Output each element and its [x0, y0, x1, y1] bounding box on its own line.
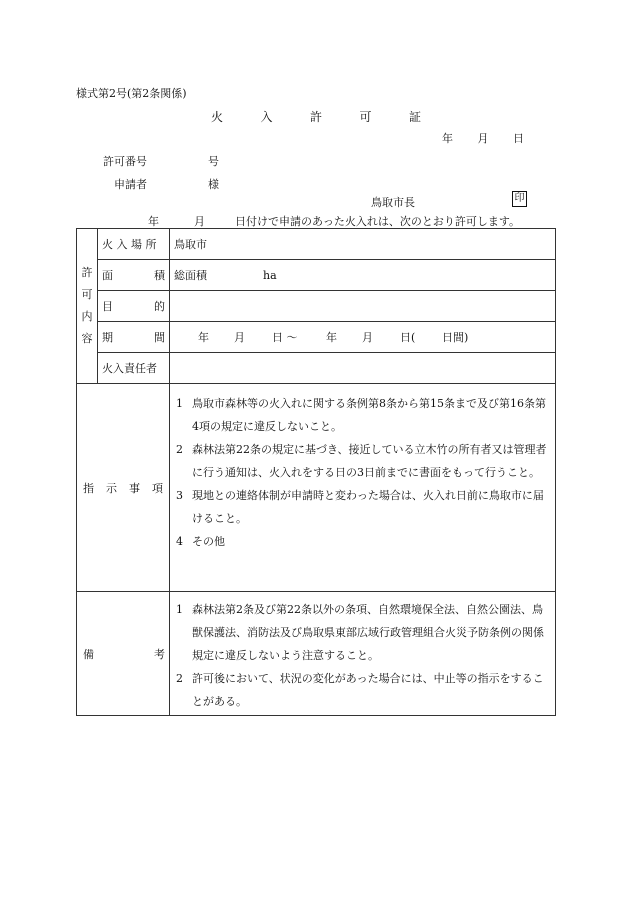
period-label: 期 間	[98, 322, 170, 353]
permit-details-group-label: 許 可 内 容	[77, 229, 98, 384]
notes-row	[77, 592, 556, 716]
note-item: 2 許可後において、状況の変化があった場合には、中止等の指示をすることがある。	[176, 672, 544, 708]
form-number: 様式第2号(第2条関係)	[76, 87, 187, 100]
responsible-label: 火入責任者	[98, 353, 170, 384]
purpose-label: 目 的	[98, 291, 170, 322]
issuer-mayor: 鳥取市長	[371, 196, 415, 209]
area-label: 面 積	[98, 260, 170, 291]
notes-label: 備 考	[77, 592, 170, 716]
issue-date: 年 月 日	[442, 132, 524, 145]
instructions-label: 指 示 事 項	[77, 384, 170, 592]
intro-sentence: 年 月 日付けで申請のあった火入れは、次のとおり許可します。	[148, 215, 521, 228]
applicant: 申請者 様	[114, 178, 219, 191]
instructions-body	[170, 384, 556, 592]
note-item: 1 森林法第2条及び第22条以外の条項、自然環境保全法、自然公園法、鳥獣保護法、消防法及び鳥取県東部広域行政管理組合火災予防条例の関係規定に違反しないよう注意すること。	[176, 603, 544, 662]
location-value: 鳥取市	[170, 229, 556, 260]
instructions-row	[77, 384, 556, 592]
area-value: 総面積 ha	[170, 260, 556, 291]
purpose-row	[77, 291, 556, 322]
instruction-item: 1 鳥取市森林等の火入れに関する条例第8条から第15条まで及び第16条第4項の規定に違反しないこと。	[176, 397, 546, 433]
responsible-row	[77, 353, 556, 384]
area-row	[77, 260, 556, 291]
purpose-value	[170, 291, 556, 322]
notes-body	[170, 592, 556, 716]
instruction-item: 3 現地との連絡体制が申請時と変わった場合は、火入れ日前に鳥取市に届けること。	[176, 489, 544, 525]
period-row	[77, 322, 556, 353]
instruction-item: 2 森林法第22条の規定に基づき、接近している立木竹の所有者又は管理者に行う通知は、火入れをする日の3日前までに書面をもって行うこと。	[176, 443, 547, 479]
seal-mark: 印	[512, 191, 527, 207]
document-title: 火 入 許 可 証	[211, 110, 421, 124]
location-row	[77, 229, 556, 260]
instruction-item: 4 その他	[176, 535, 225, 548]
period-value: 年 月 日 〜 年 月 日( 日間)	[170, 322, 556, 353]
permit-table	[76, 228, 556, 716]
permit-number: 許可番号 号	[103, 155, 219, 168]
location-label: 火 入 場 所	[98, 229, 170, 260]
responsible-value	[170, 353, 556, 384]
